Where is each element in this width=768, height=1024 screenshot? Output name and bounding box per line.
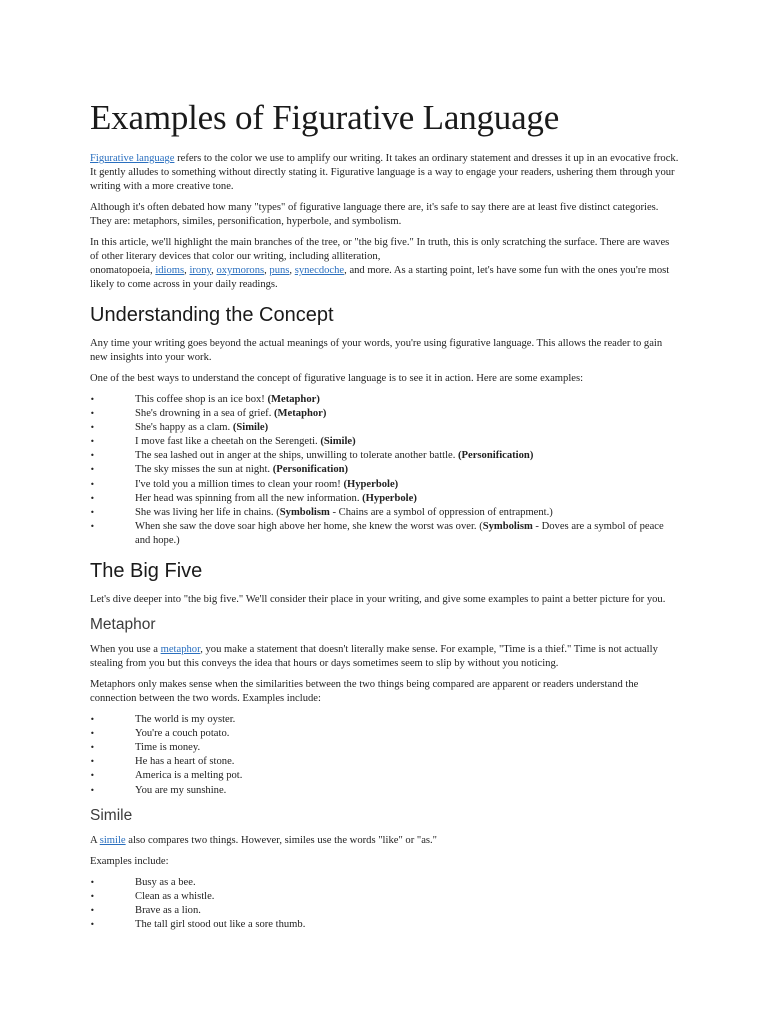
bullet-icon: • [90,877,95,887]
bullet-icon: • [90,891,95,901]
intro-paragraph-2: Although it's often debated how many "types" of figurative language there are, it's safe to say there are at least five distinct categories. They are: metaphors, similes, personification, hyperbole, and symbolism. [90,202,659,227]
intro-paragraph-1: Figurative language refers to the color we use to amplify our writing. It takes an ordinary statement and dresses it up in an evocative frock. It gently alludes to something without directly stating it. Figurative language is a way to engage your readers, ushering them through your writing with a more creative tone. [90,153,679,192]
bullet-icon: • [90,715,95,725]
list-item: • When she saw the dove soar high above her home, she knew the worst was over. (Symbolism - Doves are a symbol of peace and hope.) [90,520,664,546]
metaphor-paragraph-1: When you use a metaphor, you make a statement that doesn't literally make sense. For example, "Time is a thief." Time is not actually stealing from you but this conveys the idea that hours or days sometimes seem to slip by without you noticing. [90,644,658,670]
concept-paragraph-1: Any time your writing goes beyond the actual meanings of your words, you're using figurative language. This allows the reader to gain new insights into your work. [90,338,663,363]
figurative-language-link[interactable]: Figurative language [90,153,175,164]
intro-paragraph-3: In this article, we'll highlight the main branches of the tree, or "the big five." In truth, this is only scratching the surface. There are waves of other literary devices that color our writing, including alliteration, onomatopoeia, idioms, irony, oxymorons, puns, synecdoche, and more. As a starting point, let's have some fun with the ones you're most likely to come across in your daily readings. [90,237,670,290]
bullet-icon: • [90,743,95,753]
bullet-icon: • [90,451,95,461]
concept-paragraph-2: One of the best ways to understand the concept of figurative language is to see it in action. Here are some examples: [90,373,584,384]
list-item: • He has a heart of stone. [90,755,680,769]
bullet-icon: • [90,437,95,447]
bullet-icon: • [90,771,95,781]
simile-paragraph-1: A simile also compares two things. However, similes use the words "like" or "as." [90,834,438,846]
list-item: • The world is my oyster. [90,713,680,727]
article [90,0,680,939]
bullet-icon: • [90,919,95,929]
bullet-icon: • [90,757,95,767]
list-item: • I move fast like a cheetah on the Serengeti. (Simile) [90,435,680,449]
list-item: • The sky misses the sun at night. (Personification) [90,463,680,477]
oxymorons-link[interactable]: oxymorons [216,265,265,276]
list-item: • You are my sunshine. [90,784,680,798]
irony-link[interactable]: irony [189,265,212,276]
list-item: • Clean as a whistle. [90,890,680,904]
list-item: • The tall girl stood out like a sore thumb. [90,918,680,932]
list-item: • Busy as a bee. [90,876,680,890]
list-item: • Her head was spinning from all the new information. (Hyperbole) [90,492,680,506]
bullet-icon: • [90,729,95,739]
concept-examples-list [90,393,680,548]
bullet-icon: • [90,423,95,433]
simile-link[interactable]: simile [99,834,126,846]
puns-link[interactable]: puns [269,265,290,276]
list-item: • This coffee shop is an ice box! (Metaphor) [90,393,680,407]
list-item: • America is a melting pot. [90,769,680,783]
list-item: • I've told you a million times to clean your room! (Hyperbole) [90,478,680,492]
subsection-heading-metaphor: Metaphor [90,616,156,634]
metaphor-examples-list [90,713,680,798]
list-item: • She's drowning in a sea of grief. (Metaphor) [90,407,680,421]
simile-paragraph-2: Examples include: [90,855,169,867]
bullet-icon: • [90,409,95,419]
bullet-icon: • [90,493,95,503]
bullet-icon: • [90,905,95,915]
subsection-heading-simile: Simile [90,806,133,824]
section-heading-big-five: The Big Five [90,560,203,583]
page-title: Examples of Figurative Language [90,98,560,137]
idioms-link[interactable]: idioms [155,265,185,276]
list-item: • Time is money. [90,741,680,755]
bullet-icon: • [90,507,95,517]
bullet-icon: • [90,785,95,795]
list-item: • Brave as a lion. [90,904,680,918]
list-item: • She's happy as a clam. (Simile) [90,421,680,435]
big-five-paragraph: Let's dive deeper into "the big five." We'll consider their place in your writing, and give some examples to paint a better picture for you. [90,594,666,606]
bullet-icon: • [90,395,95,404]
metaphor-paragraph-2: Metaphors only makes sense when the similarities between the two things being compared are apparent or readers understand the connection between the two words. Examples include: [90,679,639,705]
list-item: • She was living her life in chains. (Symbolism - Chains are a symbol of oppression of entrapment.) [90,506,680,520]
section-heading-understanding: Understanding the Concept [90,304,334,326]
list-item: • You're a couch potato. [90,727,680,741]
bullet-icon: • [90,465,95,475]
bullet-icon: • [90,521,95,531]
synecdoche-link[interactable]: synecdoche [294,265,345,276]
bullet-icon: • [90,479,95,489]
metaphor-link[interactable]: metaphor [160,644,201,656]
simile-examples-list [90,876,680,932]
list-item: • The sea lashed out in anger at the ships, unwilling to tolerate another battle. (Personification) [90,449,680,463]
